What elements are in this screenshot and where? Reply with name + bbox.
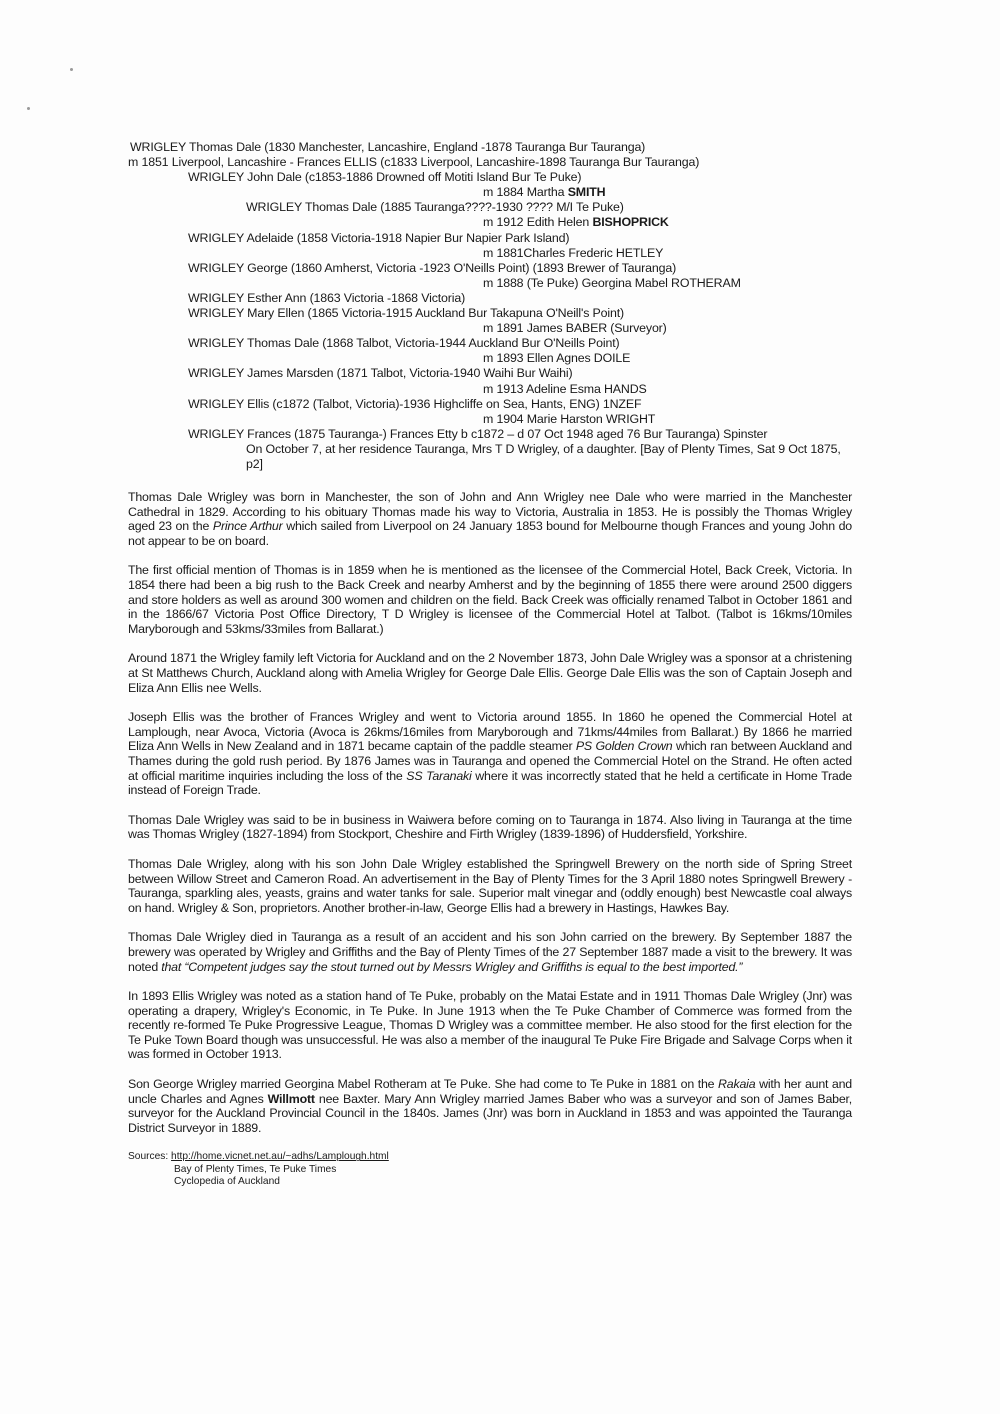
marriage-text: m 1884 Martha [483,185,568,200]
ship-name: Rakaia [718,1077,756,1092]
marriage-entry: m 1891 James BABER (Surveyor) [483,321,667,336]
source-link[interactable]: http://home.vicnet.net.au/~adhs/Lamplough.html [171,1151,389,1163]
marriage-entry: m 1913 Adeline Esma HANDS [483,381,647,396]
marriage-entry [128,185,852,200]
child-entry: WRIGLEY Adelaide (1858 Victoria-1918 Napier Bur Napier Park Island) [188,230,570,245]
tree-head: WRIGLEY Thomas Dale (1830 Manchester, Lancashire, England -1878 Tauranga Bur Tauranga) [130,140,646,154]
child-entry: WRIGLEY Ellis (c1872 (Talbot, Victoria)-1936 Highcliffe on Sea, Hants, ENG) 1NZEF [188,396,642,411]
text: nee Baxter. Mary Ann Wrigley married James Baber who was a surveyor and son of James Baber, surveyor for the Auckland Provincial Council in the 1840s. James (Jnr) was born in Auckland in 1853 and was appointed the Tauranga District Surveyor in 1889. [128,1091,852,1135]
marriage-entry: m 1904 Marie Harston WRIGHT [483,411,656,426]
paragraph-waiwera: Thomas Dale Wrigley was said to be in business in Waiwera before coming on to Tauranga in 1874. Also living in Tauranga at the time was Thomas Wrigley (1827-1894) from Stockport, Cheshire and Firth Wrigley (1839-1896) of Huddersfield, Yorkshire. [128,812,852,842]
child-entry: WRIGLEY Mary Ellen (1865 Victoria-1915 Auckland Bur Takapuna O'Neill's Point) [188,306,625,321]
quotation: that “Competent judges say the stout turned out by Messrs Wrigley and Griffiths is equal to the best imported.” [161,959,743,974]
marriage-entry [128,215,852,230]
paragraph-george [128,1077,852,1135]
child-entry: WRIGLEY James Marsden (1871 Talbot, Victoria-1940 Waihi Bur Waihi) [188,366,573,381]
birth-notice: On October 7, at her residence Tauranga, Mrs T D Wrigley, of a daughter. [Bay of Plenty Times, Sat 9 Oct 1875, p2] [246,441,841,471]
surname-bold: Willmott [267,1091,315,1106]
text: which sailed from Liverpool on 24 January 1853 bound for Melbourne though Frances and young John do not appear to be on board. [128,519,853,548]
tree-spouse: m 1851 Liverpool, Lancashire - Frances ELLIS (c1833 Liverpool, Lancashire-1898 Tauranga Bur Tauranga) [128,155,700,170]
family-tree [128,140,852,472]
marriage-entry: m 1881Charles Frederic HETLEY [483,245,664,260]
child-entry: WRIGLEY George (1860 Amherst, Victoria -1923 O'Neills Point) (1893 Brewer of Tauranga) [188,260,677,275]
text: which ran between Auckland and Thames during the gold rush period. By 1876 James was in Tauranga and opened the Commercial Hotel on the Strand. He often acted at official maritime inquiries including the loss of the [128,739,852,783]
paragraph-joseph-ellis [128,710,852,798]
text: Joseph Ellis was the brother of Frances Wrigley and went to Victoria around 1855. In 1860 he opened the Commercial Hotel at Lamplough, near Avoca, Victoria (Avoca is 26kms/16miles from Maryborough and 71kms/44miles from Ballarat.) By 1866 he married Eliza Ann Wells in New Zealand and in 1871 became captain of the paddle steamer [128,710,852,754]
source-item: Bay of Plenty Times, Te Puke Times [174,1163,337,1175]
text: where it was incorrectly stated that he held a certificate in Home Trade instead of Foreign Trade. [128,768,852,798]
paragraph-commercial-hotel: The first official mention of Thomas is in 1859 when he is mentioned as the licensee of the Commercial Hotel, Back Creek, Victoria. In 1854 there had been a big rush to the Back Creek and nearby Amherst and by the beginning of 1855 there were around 2500 diggers and store holders as well as around 300 women and children on the field. Back Creek was officially renamed Talbot in October 1861 and in the 1866/67 Victoria Post Office Directory, T D Wrigley is licensee of the Commercial Hotel at Talbot. (Talbot is 16kms/10miles Maryborough and 53kms/33miles from Ballarat.) [128,563,852,636]
child-entry: WRIGLEY John Dale (c1853-1886 Drowned off Motiti Island Bur Te Puke) [188,170,582,185]
marriage-entry: m 1888 (Te Puke) Georgina Mabel ROTHERAM [483,275,741,290]
text: Son George Wrigley married Georgina Mabel Rotheram at Te Puke. She had come to Te Puke in 1881 on the [128,1077,719,1092]
spouse-surname: BISHOPRICK [592,215,669,230]
child-entry: WRIGLEY Thomas Dale (1868 Talbot, Victoria-1944 Auckland Bur O'Neills Point) [188,336,620,351]
text: Thomas Dale Wrigley was born in Manchester, the son of John and Ann Wrigley nee Dale who were married in the Manchester Cathedral in 1829. According to his obituary Thomas made his way to Victoria, Australia in 1853. He is possibly the Thomas Wrigley aged 23 on the [128,490,852,534]
ship-name: PS Golden Crown [575,739,673,754]
paragraph-origins [128,490,852,548]
document-body [128,140,852,1189]
ship-name: Prince Arthur [212,519,283,534]
grandchild-entry: WRIGLEY Thomas Dale (1885 Tauranga????-1930 ???? M/I Te Puke) [246,200,624,215]
paragraph-death [128,930,852,974]
paragraph-te-puke: In 1893 Ellis Wrigley was noted as a station hand of Te Puke, probably on the Matai Estate and in 1911 Thomas Dale Wrigley (Jnr) was operating a drapery, Wrigley's Economic, in Te Puke. In June 1913 when the Te Puke Chamber of Commerce was formed from the recently re-formed Te Puke Progressive League, Thomas D Wrigley was a committee member. He also stood for the first election for the Te Puke Town Board though was unsuccessful. He was also a member of the inaugural Te Puke Fire Brigade and Salvage Corps when it was formed in October 1913. [128,989,852,1062]
sources-section [128,1151,852,1188]
marriage-entry: m 1893 Ellen Agnes DOILE [483,351,631,366]
paragraph-brewery: Thomas Dale Wrigley, along with his son John Dale Wrigley established the Springwell Brewery on the north side of Spring Street between Willow Street and Cameron Road. An advertisement in the Bay of Plenty Times for the 3 April 1880 notes Springwell Brewery - Tauranga, sparkling ales, yeasts, grains and water tanks for sale. Superior malt vinegar and (oddly enough) best Newcastle coal always on hand. Wrigley & Son, proprietors. Another brother-in-law, George Ellis had a brewery in Hastings, Hawkes Bay. [128,856,852,915]
scan-speck [27,107,30,110]
sources-label: Sources: [128,1151,172,1163]
child-entry: WRIGLEY Frances (1875 Tauranga-) Frances Etty b c1872 – d 07 Oct 1948 aged 76 Bur Tauranga) Spinster [188,426,768,441]
spouse-surname: SMITH [567,185,606,200]
text: Thomas Dale Wrigley died in Tauranga as a result of an accident and his son John carried on the brewery. By September 1887 the brewery was operated by Wrigley and Griffiths and the Bay of Plenty Times of the 27 September 1887 made a visit to the brewery. It was noted [128,930,852,974]
ship-name: SS Taranaki [406,768,472,783]
child-entry: WRIGLEY Esther Ann (1863 Victoria -1868 Victoria) [188,290,466,305]
marriage-text: m 1912 Edith Helen [483,215,593,230]
paragraph-auckland: Around 1871 the Wrigley family left Victoria for Auckland and on the 2 November 1873, John Dale Wrigley was a sponsor at a christening at St Matthews Church, Auckland along with Amelia Wrigley for George Dale Ellis. George Dale Ellis was the son of Captain Joseph and Eliza Ann Ellis nee Wells. [128,651,852,695]
text: with her aunt and uncle Charles and Agnes [128,1077,852,1106]
sources-line [128,1151,852,1163]
scan-speck [70,68,73,71]
source-item: Cyclopedia of Auckland [174,1176,280,1188]
